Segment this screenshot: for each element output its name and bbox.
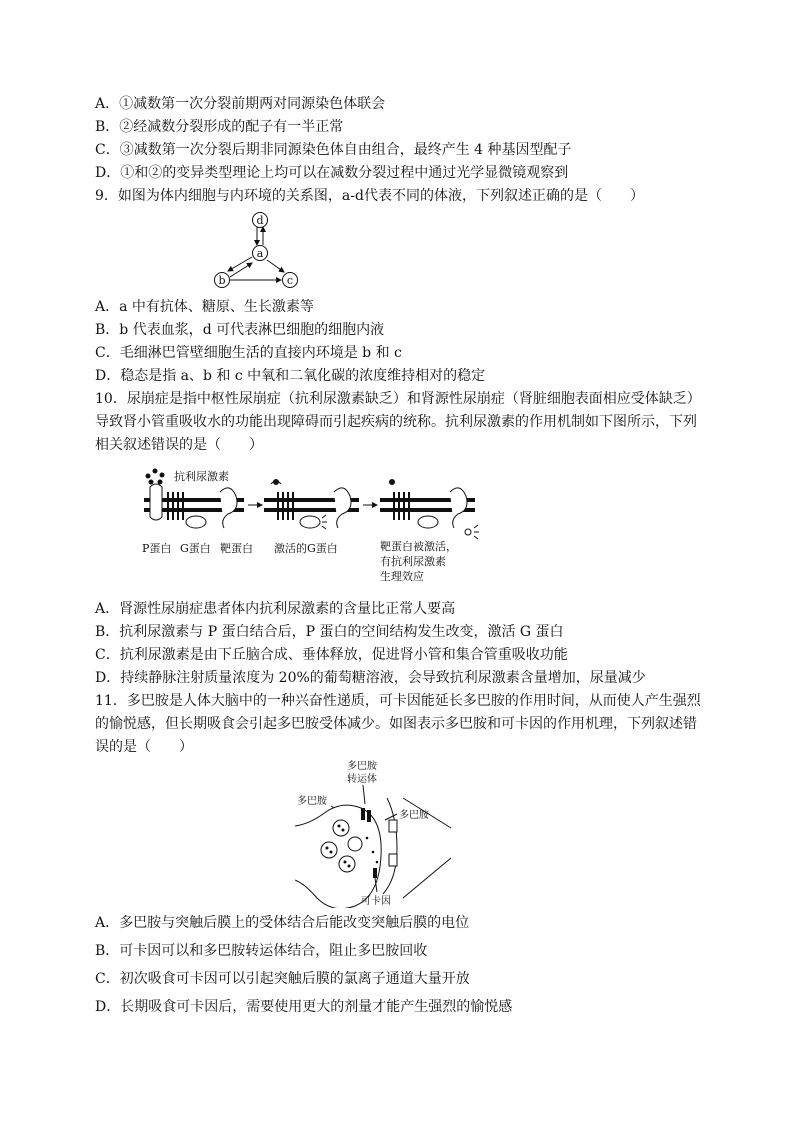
node-c-label: c (286, 274, 294, 287)
q11-synapse-figure (295, 758, 455, 908)
q9-option-d: D．稳态是指 a、b 和 c 中氧和二氧化碳的浓度维持相对的稳定 (95, 368, 486, 384)
q9-option-a: A．a 中有抗体、糖原、生长激素等 (95, 299, 314, 315)
q10-option-a: A．肾源性尿崩症患者体内抗利尿激素的含量比正常人要高 (95, 601, 456, 617)
dopamine-label-right: 多巴胺 (399, 810, 429, 821)
q8-option-c: C．③减数第一次分裂后期非同源染色体自由组合，最终产生 4 种基因型配子 (95, 142, 572, 158)
membrane-panel-3 (380, 479, 479, 539)
q11-stem-line-3: 误的是（ ） (95, 739, 193, 755)
hormone-molecules-icon (146, 469, 165, 485)
q11-option-b: B．可卡因可以和多巴胺转运体结合，阻止多巴胺回收 (95, 943, 428, 959)
q10-stem-line-1: 10．尿崩症是指中枢性尿崩症（抗利尿激素缺乏）和肾源性尿崩症（肾脏细胞表面相应受体缺乏） (95, 391, 701, 407)
caption-line-1: 靶蛋白被激活， (380, 540, 457, 553)
q9-stem: 9．如图为体内细胞与内环境的关系图，a-d代表不同的体液，下列叙述正确的是（ ） (95, 188, 644, 204)
q9-option-b: B．b 代表血浆，d 可代表淋巴细胞的细胞内液 (95, 322, 385, 338)
q11-option-a: A．多巴胺与突触后膜上的受体结合后能改变突触后膜的电位 (95, 915, 470, 931)
q10-option-c: C．抗利尿激素是由下丘脑合成、垂体释放，促进肾小管和集合管重吸收功能 (95, 647, 568, 663)
q11-option-c: C．初次吸食可卡因可以引起突触后膜的氯离子通道大量开放 (95, 971, 470, 987)
q9-body-fluid-diagram (200, 205, 320, 295)
membrane-panel-2 (264, 479, 359, 529)
q11-stem-line-1: 11．多巴胺是人体大脑中的一种兴奋性递质，可卡因能延长多巴胺的作用时间，从而使人产生强烈 (95, 693, 701, 709)
q8-option-d: D．①和②的变异类型理论上均可以在减数分裂过程中通过光学显微镜观察到 (95, 165, 569, 181)
g-protein-label: G蛋白 (180, 542, 211, 555)
caption-line-3: 生理效应 (380, 570, 424, 583)
transporter-label-2: 转运体 (347, 774, 377, 785)
hormone-label: 抗利尿激素 (174, 470, 229, 483)
node-b-label: b (218, 274, 226, 287)
q11-option-d: D．长期吸食可卡因后，需要使用更大的剂量才能产生强烈的愉悦感 (95, 999, 513, 1015)
target-protein-label: 靶蛋白 (220, 542, 253, 555)
q11-stem-line-2: 的愉悦感，但长期吸食会引起多巴胺受体减少。如图表示多巴胺和可卡因的作用机理，下列叙述错 (95, 716, 697, 732)
q10-option-b: B．抗利尿激素与 P 蛋白结合后，P 蛋白的空间结构发生改变，激活 G 蛋白 (95, 624, 564, 640)
activated-g-protein-label: 激活的G蛋白 (274, 542, 338, 555)
cocaine-label: 可卡因 (361, 896, 391, 907)
node-a-label: a (256, 247, 264, 260)
q10-option-d: D．持续静脉注射质量浓度为 20%的葡萄糖溶液，会导致抗利尿激素含量增加，尿量减少 (95, 670, 646, 686)
dopamine-label-left: 多巴胺 (297, 796, 327, 807)
transporter-label-1: 多巴胺 (347, 761, 377, 772)
q9-option-c: C．毛细淋巴管壁细胞生活的直接内环境是 b 和 c (95, 345, 402, 361)
q8-option-b: B．②经减数分裂形成的配子有一半正常 (95, 119, 344, 135)
q10-stem-line-3: 相关叙述错误的是（ ） (95, 437, 263, 453)
q10-adh-mechanism-figure (138, 462, 488, 592)
p-protein-label: P蛋白 (142, 542, 172, 555)
node-d-label: d (256, 214, 264, 227)
membrane-panel-1 (144, 484, 244, 528)
q10-stem-line-2: 导致肾小管重吸收水的功能出现障碍而引起疾病的统称。抗利尿激素的作用机制如下图所示，下列 (95, 414, 697, 430)
caption-line-2: 有抗利尿激素 (380, 555, 446, 568)
q8-option-a: A．①减数第一次分裂前期两对同源染色体联会 (95, 96, 386, 112)
